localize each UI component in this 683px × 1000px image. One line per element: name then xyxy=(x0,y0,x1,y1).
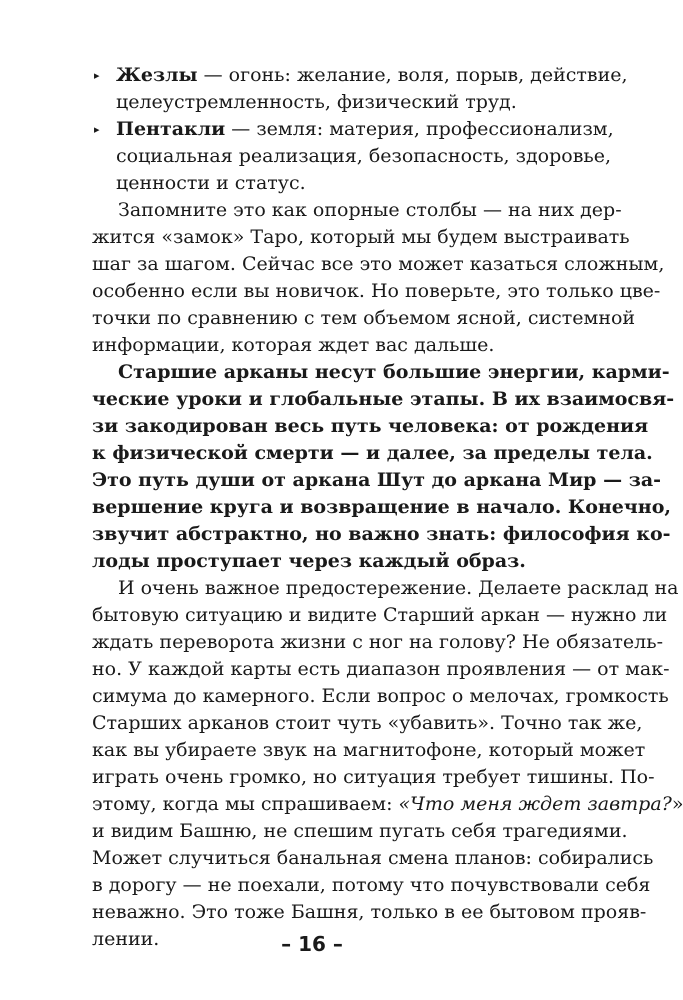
paragraph-line: Может случиться банальная смена планов: собирались xyxy=(92,847,654,869)
paragraph-line: Это путь души от аркана Шут до аркана Мир — за- xyxy=(92,469,662,491)
paragraph-line: ждать переворота жизни с ног на голову? Не обязатель- xyxy=(92,631,664,653)
paragraph-line: особенно если вы новичок. Но поверьте, это только цве- xyxy=(92,280,661,302)
paragraph-line: но. У каждой карты есть диапазон проявления — от мак- xyxy=(92,658,670,680)
paragraph-line: звучит абстрактно, но важно знать: философия ко- xyxy=(92,523,671,545)
bullet-term: Жезлы xyxy=(116,64,198,86)
bullet-term: Пентакли xyxy=(116,118,226,140)
paragraph-pillars xyxy=(92,197,665,359)
paragraph-line: шаг за шагом. Сейчас все это может казаться сложным, xyxy=(92,253,665,275)
paragraph-warning xyxy=(92,575,683,953)
paragraph-line: Старших арканов стоит чуть «убавить». Точно так же, xyxy=(92,712,643,734)
paragraph-line: ческие уроки и глобальные этапы. В их взаимосвя- xyxy=(92,388,675,410)
bullet-line: Жезлы — огонь: желание, воля, порыв, действие, xyxy=(116,64,628,86)
paragraph-major-arcana xyxy=(92,359,675,575)
paragraph-line: зи закодирован весь путь человека: от рождения xyxy=(92,415,649,437)
bullet-line: Пентакли — земля: материя, профессионализм, xyxy=(116,118,614,140)
paragraph-line: неважно. Это тоже Башня, только в ее бытовом прояв- xyxy=(92,901,647,923)
paragraph-line: к физической смерти — и далее, за пределы тела. xyxy=(92,442,653,464)
page-number: – 16 – xyxy=(281,932,343,956)
paragraph-line: жится «замок» Таро, который мы будем выстраивать xyxy=(92,226,630,248)
paragraph-line: играть очень громко, но ситуация требует тишины. По- xyxy=(92,766,655,788)
bullet-line: социальная реализация, безопасность, здоровье, xyxy=(116,145,612,167)
bullet-triangle-icon: ▸ xyxy=(94,69,100,82)
page-body xyxy=(92,62,683,953)
bullet-line: ценности и статус. xyxy=(116,172,306,194)
bullet-line: целеустремленность, физический труд. xyxy=(116,91,517,113)
paragraph-line: бытовую ситуацию и видите Старший аркан — нужно ли xyxy=(92,604,668,626)
bullet-item-pentacles xyxy=(92,116,614,197)
paragraph-line: и видим Башню, не спешим пугать себя трагедиями. xyxy=(92,820,628,842)
quote-text: Что меня ждет завтра? xyxy=(410,793,672,815)
paragraph-line-quote: этому, когда мы спрашиваем: «Что меня ждет завтра?» xyxy=(92,793,683,815)
paragraph-line: информации, которая ждет вас дальше. xyxy=(92,334,495,356)
paragraph-line: симума до камерного. Если вопрос о мелочах, громкость xyxy=(92,685,669,707)
paragraph-line: в дорогу — не поехали, потому что почувствовали себя xyxy=(92,874,651,896)
paragraph-line: как вы убираете звук на магнитофоне, который может xyxy=(92,739,646,761)
paragraph-line: вершение круга и возвращение в начало. Конечно, xyxy=(92,496,671,518)
paragraph-line: лении. xyxy=(92,928,160,950)
paragraph-line: Запомните это как опорные столбы — на них дер- xyxy=(118,199,622,221)
paragraph-line: лоды проступает через каждый образ. xyxy=(92,550,526,572)
bullet-item-wands xyxy=(92,62,628,116)
paragraph-line: И очень важное предостережение. Делаете расклад на xyxy=(118,577,679,599)
paragraph-line: Старшие арканы несут большие энергии, карми- xyxy=(118,361,670,383)
paragraph-line: точки по сравнению с тем объемом ясной, системной xyxy=(92,307,636,329)
bullet-triangle-icon: ▸ xyxy=(94,123,100,136)
